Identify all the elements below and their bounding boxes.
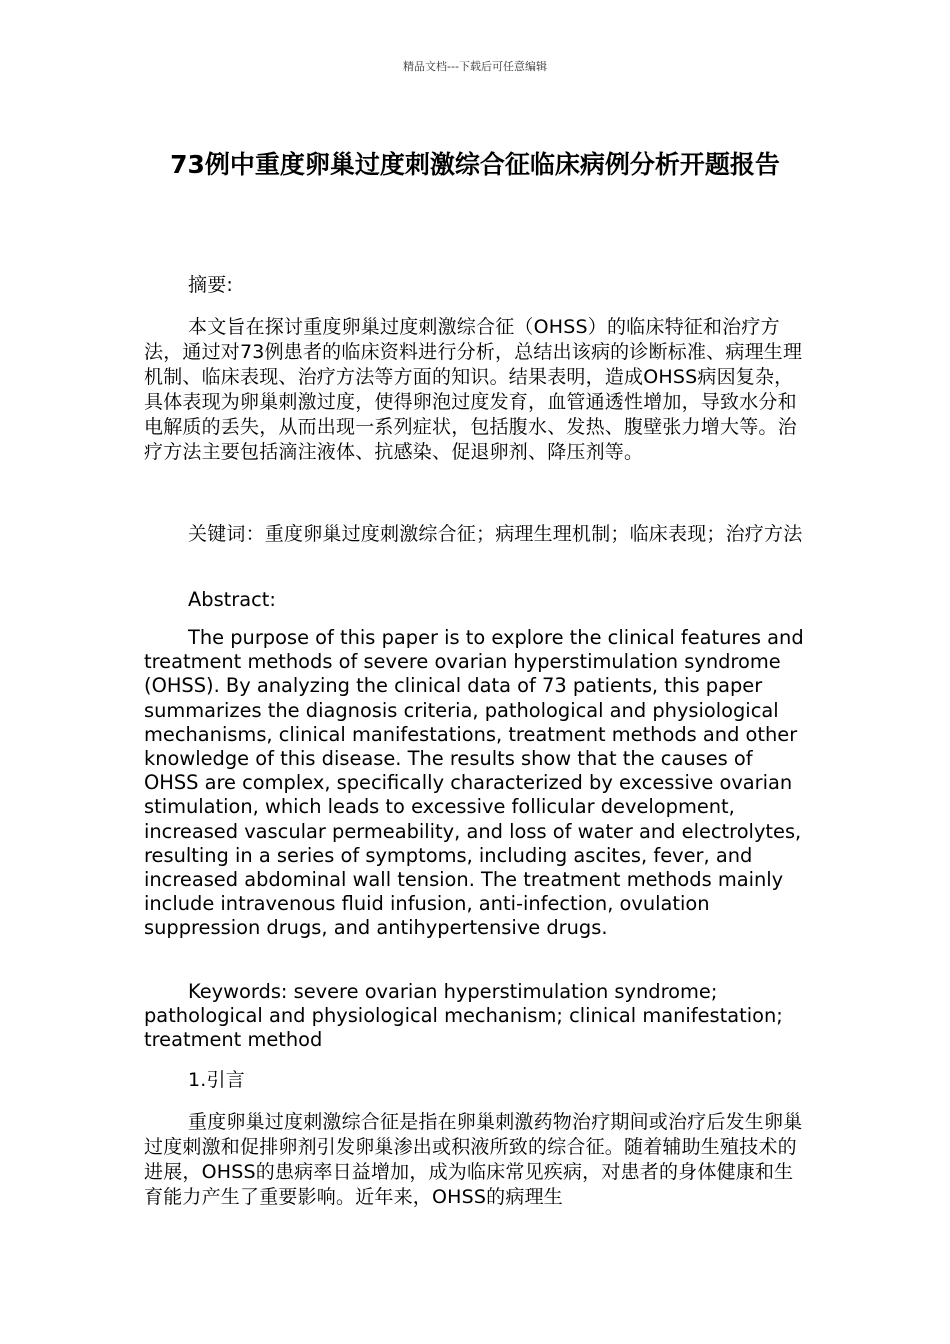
abstract-cn-body: 本文旨在探讨重度卵巢过度刺激综合征（OHSS）的临床特征和治疗方法，通过对73例患者的临床资料进行分析，总结出该病的诊断标准、病理生理机制、临床表现、治疗方法等方面的知识。结果表明，造成OHSS病因复杂，具体表现为卵巢刺激过度，使得卵泡过度发育，血管通透性增加，导致水分和电解质的丢失，从而出现一系列症状，包括腹水、发热、腹壁张力增大等。治疗方法主要包括滴注液体、抗感染、促退卵剂、降压剂等。 (144, 316, 803, 463)
abstract-cn-keywords: 关键词：重度卵巢过度刺激综合征；病理生理机制；临床表现；治疗方法 (188, 523, 803, 545)
abstract-en-heading: Abstract: (188, 588, 276, 611)
abstract-cn-keywords-block (144, 522, 808, 547)
abstract-cn-body-block (144, 315, 808, 465)
intro-body-block (144, 1110, 808, 1210)
abstract-en-heading-block (144, 588, 808, 612)
abstract-cn-heading: 摘要: (188, 274, 234, 296)
intro-heading-block (144, 1068, 808, 1093)
abstract-en-body: The purpose of this paper is to explore the clinical features and treatment methods of severe ovarian hyperstimulation syndrome (OHSS). By analyzing the clinical data of 73 patients, this paper summarizes the diagnosis criteria, pathological and physiological mechanisms, clinical manifestations, treatment methods and other knowledge of this disease. The results show that the causes of OHSS are complex, specifically characterized by excessive ovarian stimulation, which leads to excessive follicular development, increased vascular permeability, and loss of water and electrolytes, resulting in a series of symptoms, including ascites, fever, and increased abdominal wall tension. The treatment methods mainly include intravenous fluid infusion, anti-infection, ovulation suppression drugs, and antihypertensive drugs. (144, 626, 804, 940)
abstract-cn-section (144, 273, 808, 298)
document-title: 73例中重度卵巢过度刺激综合征临床病例分析开题报告 (170, 150, 780, 179)
abstract-en-keywords: Keywords: severe ovarian hyperstimulation syndrome; pathological and physiological mechanism; clinical manifestation; treatment method (144, 980, 783, 1052)
abstract-en-body-block (144, 626, 808, 941)
intro-heading: 1.引言 (188, 1069, 245, 1091)
header-note: 精品文档---下载后可任意编辑 (403, 60, 547, 73)
abstract-en-keywords-block (144, 980, 808, 1053)
intro-body: 重度卵巢过度刺激综合征是指在卵巢刺激药物治疗期间或治疗后发生卵巢过度刺激和促排卵剂引发卵巢渗出或积液所致的综合征。随着辅助生殖技术的进展，OHSS的患病率日益增加，成为临床常见疾病，对患者的身体健康和生育能力产生了重要影响。近年来，OHSS的病理生 (144, 1111, 803, 1208)
